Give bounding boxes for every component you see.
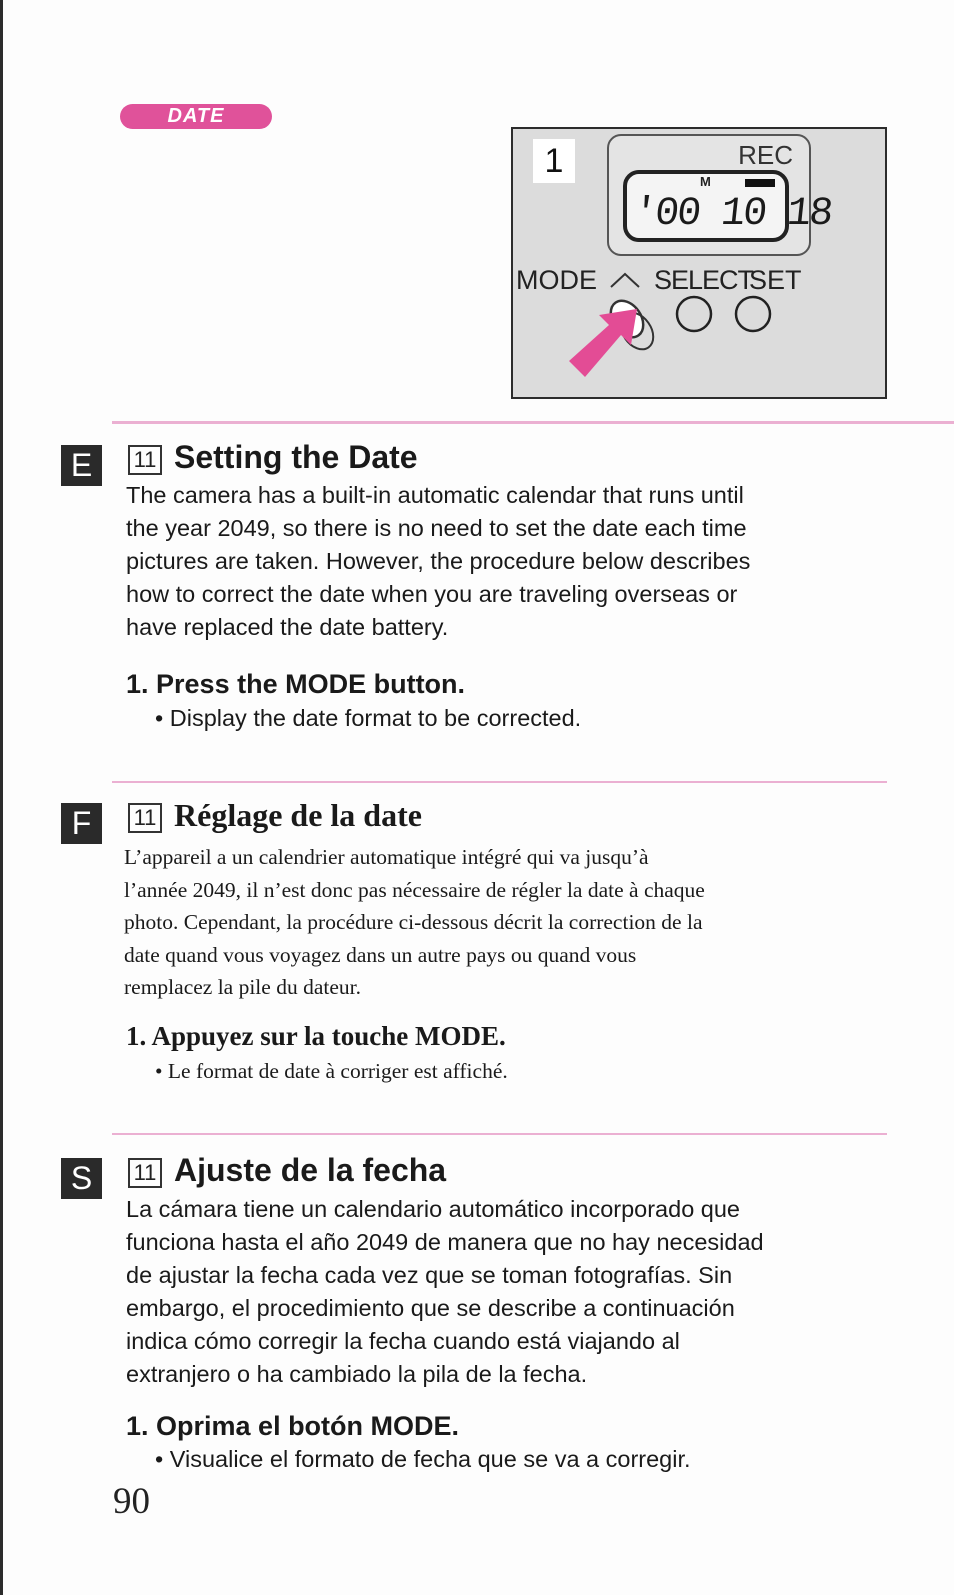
set-button-icon xyxy=(736,297,770,331)
step-title-spanish: 1. Oprima el botón MODE. xyxy=(126,1411,460,1441)
step-title-french: 1. Appuyez sur la touche MODE. xyxy=(126,1021,506,1051)
divider-top xyxy=(112,421,954,424)
body-line: extranjero o ha cambiado la pila de la fecha. xyxy=(126,1361,588,1387)
body-line: have replaced the date battery. xyxy=(126,614,449,640)
section-title-spanish: Ajuste de la fecha xyxy=(174,1152,447,1188)
body-line: funciona hasta el año 2049 de manera que no hay necesidad xyxy=(126,1229,764,1255)
body-french xyxy=(124,841,884,1004)
body-line: L’appareil a un calendrier automatique intégré qui va jusqu’à xyxy=(124,845,649,869)
body-line: photo. Cependant, la procédure ci-dessous décrit la correction de la xyxy=(124,910,703,934)
select-button-icon xyxy=(677,297,711,331)
select-label: SELECT xyxy=(654,265,754,295)
bullet-spanish: • Visualice el formato de fecha que se va a corregir. xyxy=(155,1446,691,1472)
body-line: de ajustar la fecha cada vez que se toman fotografías. Sin xyxy=(126,1262,733,1288)
step-title-english: 1. Press the MODE button. xyxy=(126,669,466,699)
bullet-french: • Le format de date à corriger est affiché. xyxy=(155,1059,508,1083)
rec-label: REC xyxy=(738,140,793,170)
body-line: La cámara tiene un calendario automático incorporado que xyxy=(126,1196,741,1222)
bullet-english: • Display the date format to be corrected. xyxy=(155,705,582,731)
section-title-french: Réglage de la date xyxy=(174,797,422,833)
body-line: embargo, el procedimiento que se describe a continuación xyxy=(126,1295,735,1321)
badge-english: E xyxy=(61,445,102,486)
body-line: remplacez la pile du dateur. xyxy=(124,975,361,999)
body-english xyxy=(126,479,886,644)
set-label: SET xyxy=(749,265,802,295)
body-line: how to correct the date when you are traveling overseas or xyxy=(126,581,738,607)
body-line: indica cómo corregir la fecha cuando está viajando al xyxy=(126,1328,680,1354)
body-line: date quand vous voyagez dans un autre pays ou quand vous xyxy=(124,942,637,967)
camera-panel-figure xyxy=(511,127,887,399)
lcd-month-marker: M xyxy=(700,174,711,189)
date-tab: DATE xyxy=(120,104,272,129)
badge-spanish: S xyxy=(61,1158,102,1199)
page-edge xyxy=(0,0,3,1595)
page-number: 90 xyxy=(113,1481,150,1522)
figure-step-number: 1 xyxy=(533,139,575,183)
section-number-english: 11 xyxy=(128,445,162,475)
press-arrow-icon xyxy=(569,309,637,377)
body-spanish xyxy=(126,1193,886,1391)
lcd-date-digits: '00 10 18 xyxy=(630,192,834,237)
body-line: The camera has a built-in automatic calendar that runs until xyxy=(126,482,744,508)
section-number-spanish: 11 xyxy=(128,1158,162,1188)
divider-english-french xyxy=(112,781,887,783)
badge-french: F xyxy=(61,803,102,844)
body-line: the year 2049, so there is no need to set the date each time xyxy=(126,515,747,541)
body-line: pictures are taken. However, the procedure below describes xyxy=(126,548,751,574)
divider-french-spanish xyxy=(112,1133,887,1135)
mode-label: MODE xyxy=(516,265,597,295)
camera-buttons-graphic xyxy=(513,129,885,397)
section-number-french: 11 xyxy=(128,803,162,833)
body-line: l’année 2049, il n’est donc pas nécessaire de régler la date à chaque xyxy=(124,877,705,902)
section-title-english: Setting the Date xyxy=(174,439,418,475)
